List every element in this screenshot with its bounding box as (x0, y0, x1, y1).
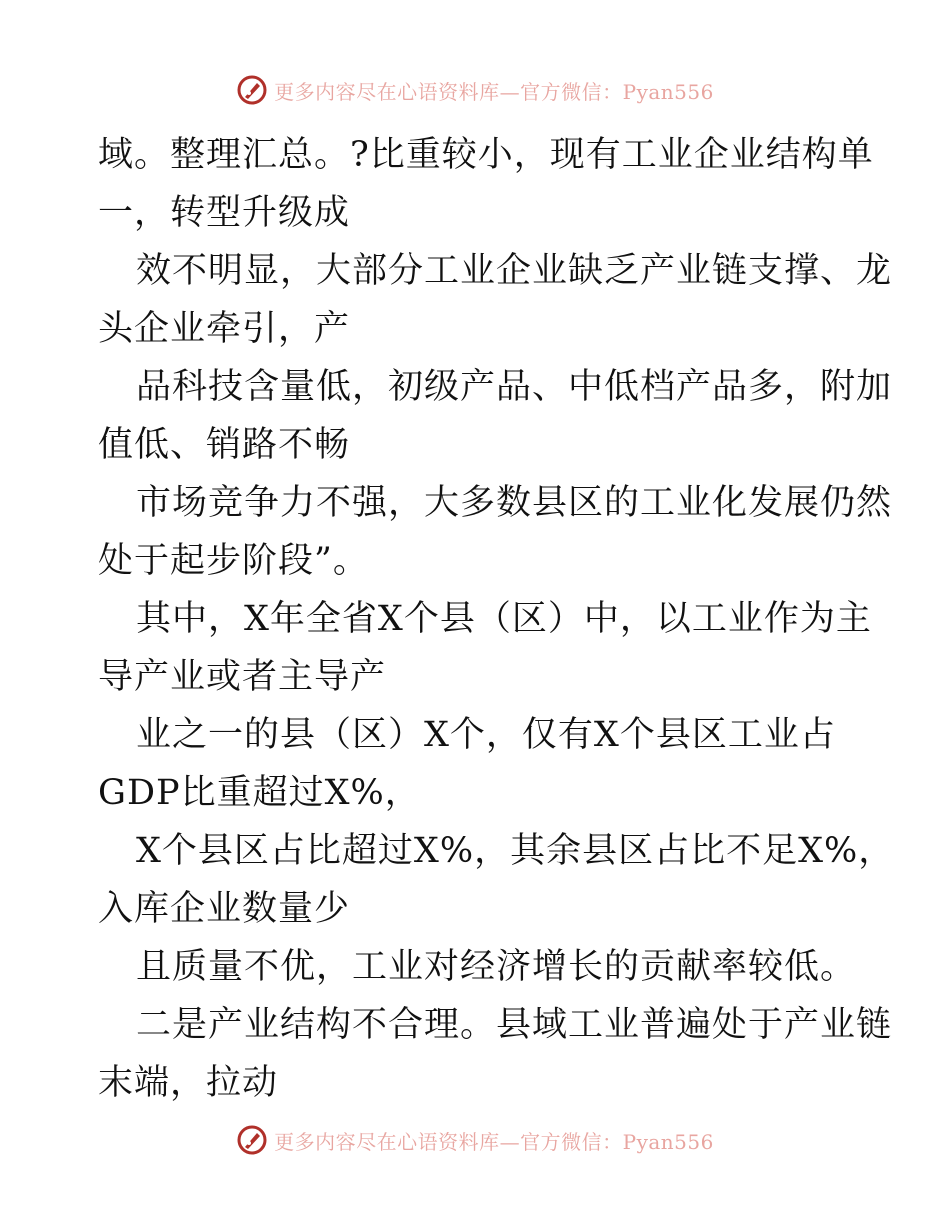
body-line-14: 入库企业数量少 (98, 889, 351, 929)
header-banner (0, 70, 950, 110)
body-line-3: 效不明显，大部分工业企业缺乏产业链支撑、龙 (136, 251, 893, 291)
body-line-6: 值低、销路不畅 (98, 425, 351, 465)
footer-banner (0, 1120, 950, 1160)
body-line-2: 一，转型升级成 (98, 193, 351, 233)
body-line-16: 二是产业结构不合理。县域工业普遍处于产业链 (136, 1005, 893, 1045)
body-line-13: X个县区占比超过X%，其余县区占比不足X%， (136, 831, 895, 871)
body-line-15: 且质量不优，工业对经济增长的贡献率较低。 (136, 947, 857, 987)
body-line-12: GDP比重超过X%， (98, 773, 421, 813)
body-line-10: 导产业或者主导产 (98, 657, 387, 697)
header-banner-text: 更多内容尽在心语资料库—官方微信：Pyan556 (274, 79, 714, 104)
body-line-1: 域。整理汇总。?比重较小，现有工业企业结构单 (98, 135, 874, 175)
body-line-11: 业之一的县（区）X个，仅有X个县区工业占 (136, 715, 836, 755)
footer-banner-text: 更多内容尽在心语资料库—官方微信：Pyan556 (274, 1129, 714, 1154)
body-line-9: 其中，X年全省X个县（区）中，以工业作为主 (136, 599, 872, 639)
body-line-5: 品科技含量低，初级产品、中低档产品多，附加 (136, 367, 893, 407)
pen-seal-logo-icon (236, 74, 268, 106)
pen-seal-logo-icon (236, 1124, 268, 1156)
document-body (98, 126, 895, 1112)
body-line-17: 末端，拉动 (98, 1063, 279, 1103)
body-line-8: 处于起步阶段”。 (98, 541, 369, 581)
body-line-4: 头企业牵引，产 (98, 309, 351, 349)
body-line-7: 市场竞争力不强，大多数县区的工业化发展仍然 (136, 483, 893, 523)
